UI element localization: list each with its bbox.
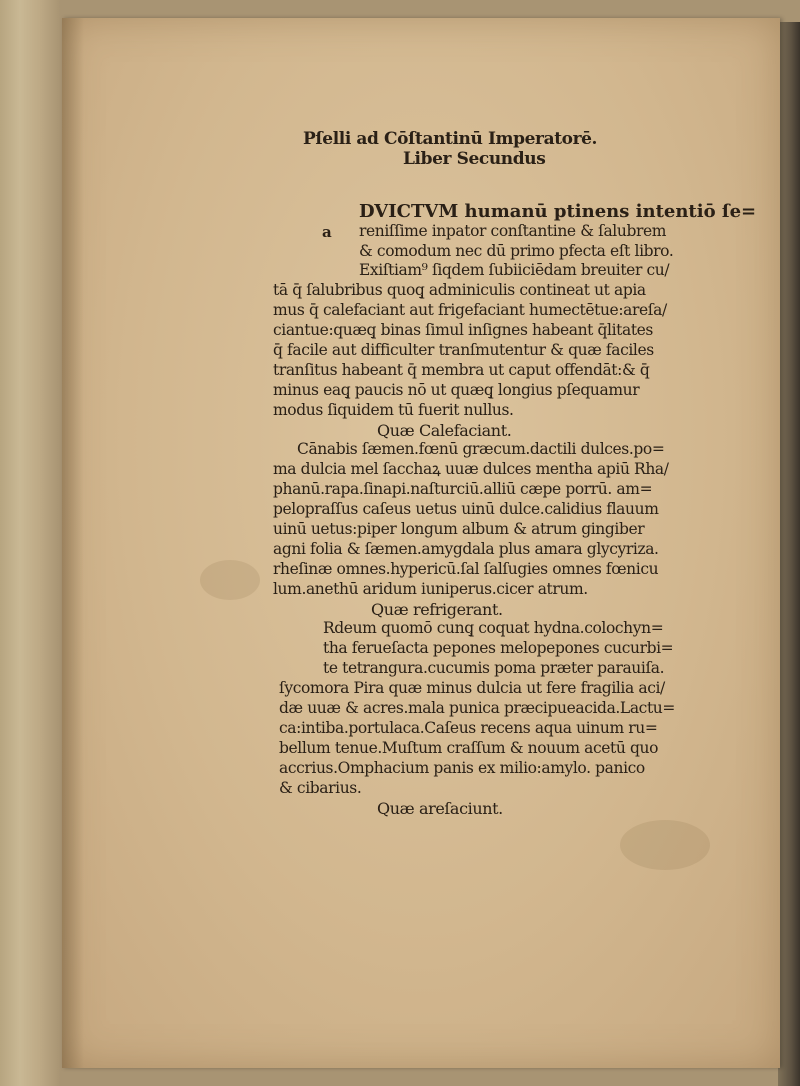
text-line: reniſſime inpator conſtantine & ſalubrem	[359, 221, 667, 240]
text-line: ma dulcia mel ſacchaꝝ uuæ dulces mentha apiū Rha/	[273, 460, 669, 479]
binding-edge	[778, 22, 800, 1086]
text-block	[273, 129, 757, 818]
text-line: modus ſiquidem tū fuerit nullus.	[273, 400, 514, 419]
text-line: te tetrangura.cucumis poma præter parauiſa.	[323, 659, 665, 678]
text-line: agni folia & ſæmen.amygdala plus amara glycyriza.	[273, 539, 659, 558]
text-line: pelopraſſus caſeus uetus uinū dulce.calidius flauum	[273, 500, 659, 519]
text-line: & comodum nec dū primo pfecta eſt libro.	[359, 241, 674, 260]
page-stain	[200, 560, 260, 600]
text-line: Quæ refrigerant.	[371, 599, 503, 619]
text-line: dæ uuæ & acres.mala punica præcipueacida.Lactu=	[279, 699, 675, 718]
text-line: lum.anethū aridum iuniperus.cicer atrum.	[273, 579, 588, 598]
body-lines	[273, 200, 757, 819]
text-line: ca:intiba.portulaca.Caſeus recens aqua uinum ru=	[279, 718, 658, 737]
text-line: phanū.rapa.ſinapi.naſturciū.alliū cæpe porrū. am=	[273, 480, 653, 499]
text-line: tranſitus habeant q̄ membra ut caput offendāt:& q̄	[273, 360, 650, 379]
title-line-1: Pſelli ad Cōſtantinū Imperatorē.	[303, 129, 598, 149]
text-line: Exiſtiam⁹ ſiqdem ſubiiciēdam breuiter cu/	[359, 261, 670, 280]
text-line: Rdeum quomō cunq̧ coquat hydna.colochyn=	[323, 619, 664, 638]
text-line: mus q̄ calefaciant aut frigefaciant humectētue:areſa/	[273, 301, 667, 320]
title-line-2: Liber Secundus	[403, 148, 546, 169]
text-line: Cānabis ſæmen.fœnū græcum.dactili dulces.po=	[297, 440, 665, 459]
text-line: uinū uetus:piper longum album & atrum gingiber	[273, 520, 645, 539]
page-stain	[620, 820, 710, 870]
text-line: minus eaq̧ paucis nō ut quæq̧ longius pſequamur	[273, 380, 640, 399]
spacer	[273, 170, 733, 202]
text-line: DVICTVM humanū ptinens intentiō ſe=	[359, 200, 757, 222]
marginal-note: a	[322, 223, 332, 241]
page-gutter-shadow	[62, 18, 84, 1068]
text-line: tā q̄ ſalubribus quoq̧ adminiculis contineat ut apia	[273, 281, 646, 300]
text-line: accrius.Omphacium panis ex milio:amylo. panico	[279, 758, 645, 777]
text-line: tha ferueſacta pepones melopepones cucurbi=	[323, 639, 674, 658]
text-line: ciantue:quæq̧ binas ſimul inſignes habeant q̄litates	[273, 321, 653, 340]
text-line: bellum tenue.Muſtum craſſum & nouum acetū quo	[279, 738, 659, 757]
text-line: Quæ Calefaciant.	[377, 420, 512, 440]
text-line: Quæ areſaciunt.	[377, 798, 503, 818]
text-line: & cibarius.	[279, 778, 362, 797]
text-line: ſycomora Pira quæ minus dulcia ut fere fragilia aci/	[279, 679, 665, 698]
text-line: rheſinæ omnes.hypericū.ſal ſalſugies omnes fœnicu	[273, 559, 659, 578]
text-line: q̄ facile aut difficulter tranſmutentur & quæ faciles	[273, 341, 654, 360]
